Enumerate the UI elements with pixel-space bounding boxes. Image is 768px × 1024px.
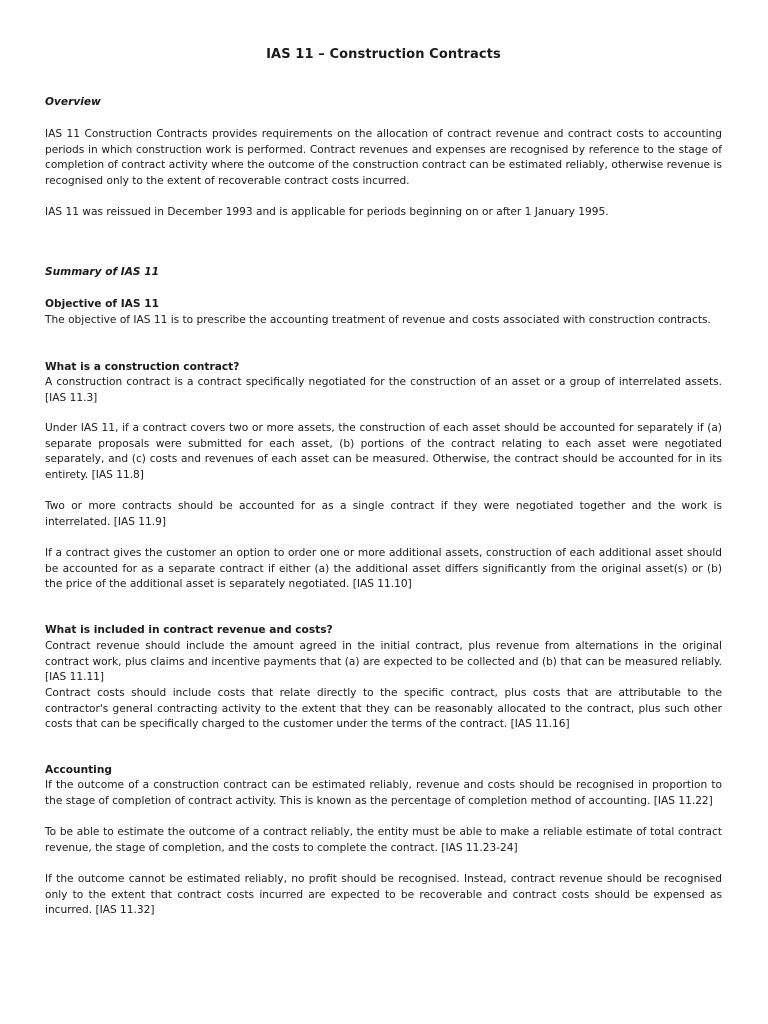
- revenue-costs-heading: What is included in contract revenue and costs?: [45, 624, 333, 636]
- construction-contract-paragraph-2: Under IAS 11, if a contract covers two or more assets, the construction of each asset should be accounted for separately if (a) separate proposals were submitted for each asset, (b) portions of the contract relating to each asset were negotiated separately, and (c) costs and revenues of each asset can be measured. Otherwise, the contract should be accounted for in its entirety. [IAS 11.8]: [45, 422, 722, 481]
- revenue-costs-paragraph-2: Contract costs should include costs that relate directly to the specific contract, plus costs that are attributable to the contractor's general contracting activity to the extent that they can be reasonably allocated to the contract, plus such other costs that can be specifically charged to the customer under the terms of the contract. [IAS 11.16]: [45, 687, 722, 730]
- accounting-paragraph-1: If the outcome of a construction contract can be estimated reliably, revenue and costs should be recognised in proportion to the stage of completion of contract activity. This is known as the percentage of completion method of accounting. [IAS 11.22]: [45, 779, 722, 807]
- objective-paragraph-1: The objective of IAS 11 is to prescribe the accounting treatment of revenue and costs associated with construction contracts.: [45, 314, 711, 326]
- accounting-heading: Accounting: [45, 764, 112, 776]
- construction-contract-paragraph-3: Two or more contracts should be accounted for as a single contract if they were negotiated together and the work is interrelated. [IAS 11.9]: [45, 500, 722, 528]
- objective-heading: Objective of IAS 11: [45, 298, 159, 310]
- revenue-costs-paragraph-1: Contract revenue should include the amount agreed in the initial contract, plus revenue from alternations in the original contract work, plus claims and incentive payments that (a) are expected to be collected and (b) that can be measured reliably. [IAS 11.11]: [45, 640, 722, 683]
- summary-heading: Summary of IAS 11: [45, 266, 159, 278]
- construction-contract-heading: What is a construction contract?: [45, 361, 240, 373]
- overview-paragraph-1: IAS 11 Construction Contracts provides requirements on the allocation of contract revenue and contract costs to accounting periods in which construction work is performed. Contract revenues and expenses are recognised by reference to the stage of completion of contract activity where the outcome of the construction contract can be estimated reliably, otherwise revenue is recognised only to the extent of recoverable contract costs incurred.: [45, 128, 722, 187]
- construction-contract-paragraph-4: If a contract gives the customer an option to order one or more additional assets, construction of each additional asset should be accounted for as a separate contract if either (a) the additional asset differs significantly from the original asset(s) or (b) the price of the additional asset is separately negotiated. [IAS 11.10]: [45, 547, 722, 590]
- accounting-paragraph-2: To be able to estimate the outcome of a contract reliably, the entity must be able to make a reliable estimate of total contract revenue, the stage of completion, and the costs to complete the contract. [IAS 11.23-24]: [45, 826, 722, 854]
- overview-paragraph-2: IAS 11 was reissued in December 1993 and is applicable for periods beginning on or after 1 January 1995.: [45, 206, 609, 218]
- document-title: IAS 11 – Construction Contracts: [266, 47, 501, 62]
- overview-heading: Overview: [45, 96, 101, 108]
- construction-contract-paragraph-1: A construction contract is a contract specifically negotiated for the construction of an asset or a group of interrelated assets. [IAS 11.3]: [45, 376, 722, 404]
- accounting-paragraph-3: If the outcome cannot be estimated reliably, no profit should be recognised. Instead, contract revenue should be recognised only to the extent that contract costs incurred are expected to be recoverable and contract costs should be expensed as incurred. [IAS 11.32]: [45, 873, 722, 916]
